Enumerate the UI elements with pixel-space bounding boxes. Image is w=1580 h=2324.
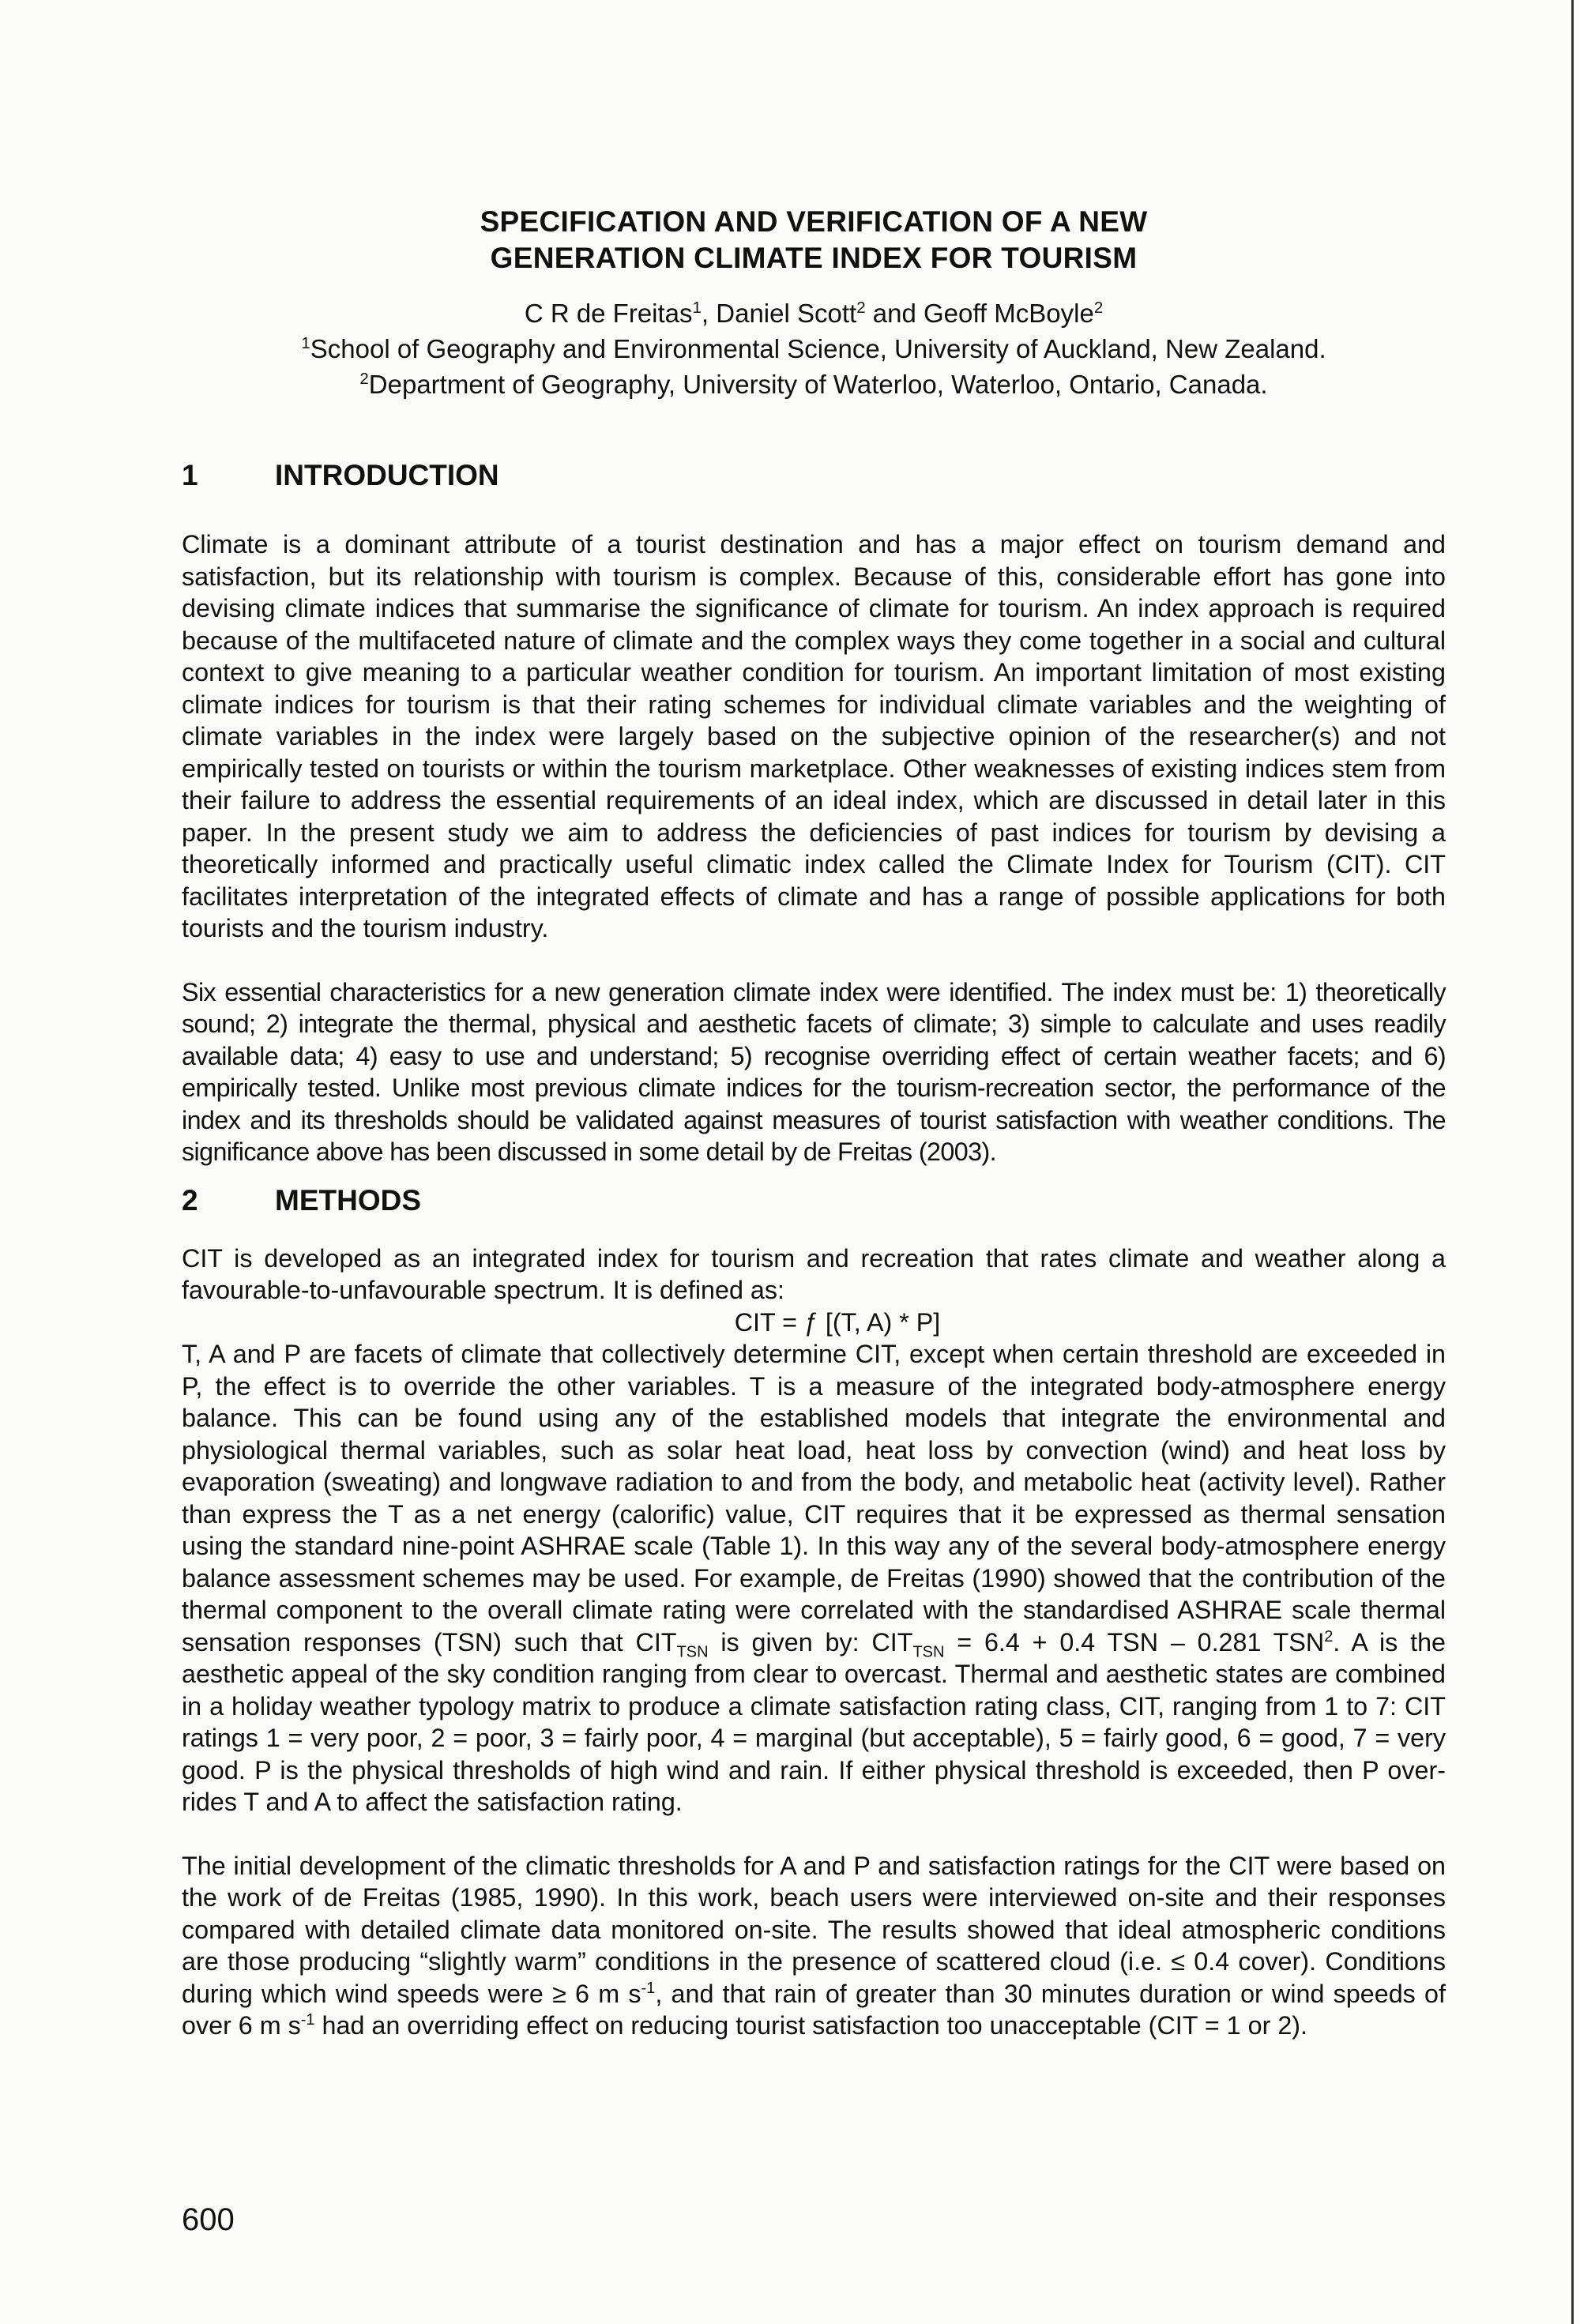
affiliation-2 [182,367,1446,402]
text-run: . A is the aesthetic appeal of the sky condition ranging from clear to overcast. Thermal and aesthetic states are combined in a holiday weather typology matrix to produce a climate satisfaction rating class, CIT, ranging from 1 to 7: CIT ratings 1 = very poor, 2 = poor, 3 = fairly poor, 4 = marginal (but acceptable), 5 = fairly good, 6 = good, 7 = very good. P is the physical thresholds of high wind and rain. If either physical threshold is exceeded, then P over-rides T and A to affect the satisfaction rating. [182,1627,1446,1816]
author-block [182,295,1446,402]
author-2: Daniel Scott [716,299,857,328]
text-run: , and that rain of greater than 30 minutes duration or wind speeds of over 6 m s [182,1979,1446,2040]
subscript: TSN [912,1642,945,1660]
page-edge-line [1571,0,1574,2324]
section-heading-introduction [182,457,1446,494]
section-title: INTRODUCTION [275,459,499,491]
paper-page [182,204,1446,2042]
author-2-affil-mark: 2 [856,299,866,317]
superscript: 2 [1324,1627,1334,1645]
author-3: Geoff McBoyle [923,299,1094,328]
affiliation-1 [182,331,1446,367]
section-heading-methods [182,1183,1446,1219]
title-line-2: GENERATION CLIMATE INDEX FOR TOURISM [490,242,1138,274]
author-separator: and [865,299,924,328]
page-number: 600 [182,2202,235,2237]
superscript: -1 [641,1979,656,1997]
paper-title [182,204,1446,276]
title-line-1: SPECIFICATION AND VERIFICATION OF A NEW [480,205,1148,238]
subscript: TSN [676,1642,709,1660]
author-3-affil-mark: 2 [1093,299,1104,317]
affiliation-2-mark: 2 [359,370,369,388]
author-separator: , [701,299,717,328]
affiliation-2-text: Department of Geography, University of Waterloo, Waterloo, Ontario, Canada. [368,370,1268,399]
section-number: 2 [182,1183,198,1217]
affiliation-1-mark: 1 [301,334,310,352]
section-title: METHODS [275,1183,421,1217]
text-run: had an overriding effect on reducing tourist satisfaction too unacceptable (CIT = 1 or 2). [314,2011,1308,2040]
intro-paragraph-2: Six essential characteristics for a new generation climate index were identified. The index must be: 1) theoretically sound; 2) integrate the thermal, physical and aesthetic facets of climate; 3) simple to calculate and uses readily available data; 4) easy to use and understand; 5) recognise overriding effect of certain weather facets; and 6) empirically tested. Unlike most previous climate indices for the tourism-recreation sector, the performance of the index and its thresholds should be validated against measures of tourist satisfaction with weather conditions. The significance above has been discussed in some detail by de Freitas (2003). [182,977,1446,1166]
affiliation-1-text: School of Geography and Environmental Science, University of Auckland, New Zealand. [310,334,1326,363]
section-number: 1 [182,459,198,491]
author-1: C R de Freitas [524,299,693,328]
text-run: is given by: CIT [708,1627,913,1657]
intro-paragraph-1: Climate is a dominant attribute of a tourist destination and has a major effect on tourism demand and satisfaction, but its relationship with tourism is complex. Because of this, considerable effort has gone into devising climate indices that summarise the significance of climate for tourism. An index approach is required because of the multifaceted nature of climate and the complex ways they come together in a social and cultural context to give meaning to a particular weather condition for tourism. An important limitation of most existing climate indices for tourism is that their rating schemes for individual climate variables and the weighting of climate variables in the index were largely based on the subjective opinion of the researcher(s) and not empirically tested on tourists or within the tourism marketplace. Other weaknesses of existing indices stem from their failure to address the essential requirements of an ideal index, which are discussed in detail later in this paper. In the present study we aim to address the deficiencies of past indices for tourism by devising a theoretically informed and practically useful climatic index called the Climate Index for Tourism (CIT). CIT facilitates interpretation of the integrated effects of climate and has a range of possible applications for both tourists and the tourism industry. [182,530,1446,942]
text-run: = 6.4 + 0.4 TSN – 0.281 TSN [944,1627,1325,1657]
text-run: T, A and P are facets of climate that collectively determine CIT, except when certain threshold are exceeded in P, the effect is to override the other variables. T is a measure of the integrated body-atmosphere energy balance. This can be found using any of the established models that integrate the environmental and physiological thermal variables, such as solar heat load, heat loss by convection (wind) and heat loss by evaporation (sweating) and longwave radiation to and from the body, and metabolic heat (activity level). Rather than express the T as a net energy (calorific) value, CIT requires that it be expressed as thermal sensation using the standard nine-point ASHRAE scale (Table 1). In this way any of the several body-atmosphere energy balance assessment schemes may be used. For example, de Freitas (1990) showed that the contribution of the thermal component to the overall climate rating were correlated with the standardised ASHRAE scale thermal sensation responses (TSN) such that CIT [182,1340,1446,1657]
methods-paragraph-3 [182,1850,1446,2042]
methods-paragraph-1: CIT is developed as an integrated index for tourism and recreation that rates climate and weather along a favourable-to-unfavourable spectrum. It is defined as: [182,1243,1446,1304]
author-line [182,295,1446,331]
methods-paragraph-2 [182,1338,1446,1818]
text-run: The initial development of the climatic thresholds for A and P and satisfaction ratings for the CIT were based on the work of de Freitas (1985, 1990). In this work, beach users were interviewed on-site and their responses compared with detailed climate data monitored on-site. The results showed that ideal atmospheric conditions are those producing “slightly warm” conditions in the presence of scattered cloud (i.e. ≤ 0.4 cover). Conditions during which wind speeds were ≥ 6 m s [182,1851,1446,2008]
cit-equation: CIT = ƒ [(T, A) * P] [734,1307,941,1337]
author-1-affil-mark: 1 [692,299,702,317]
superscript: -1 [300,2011,315,2029]
